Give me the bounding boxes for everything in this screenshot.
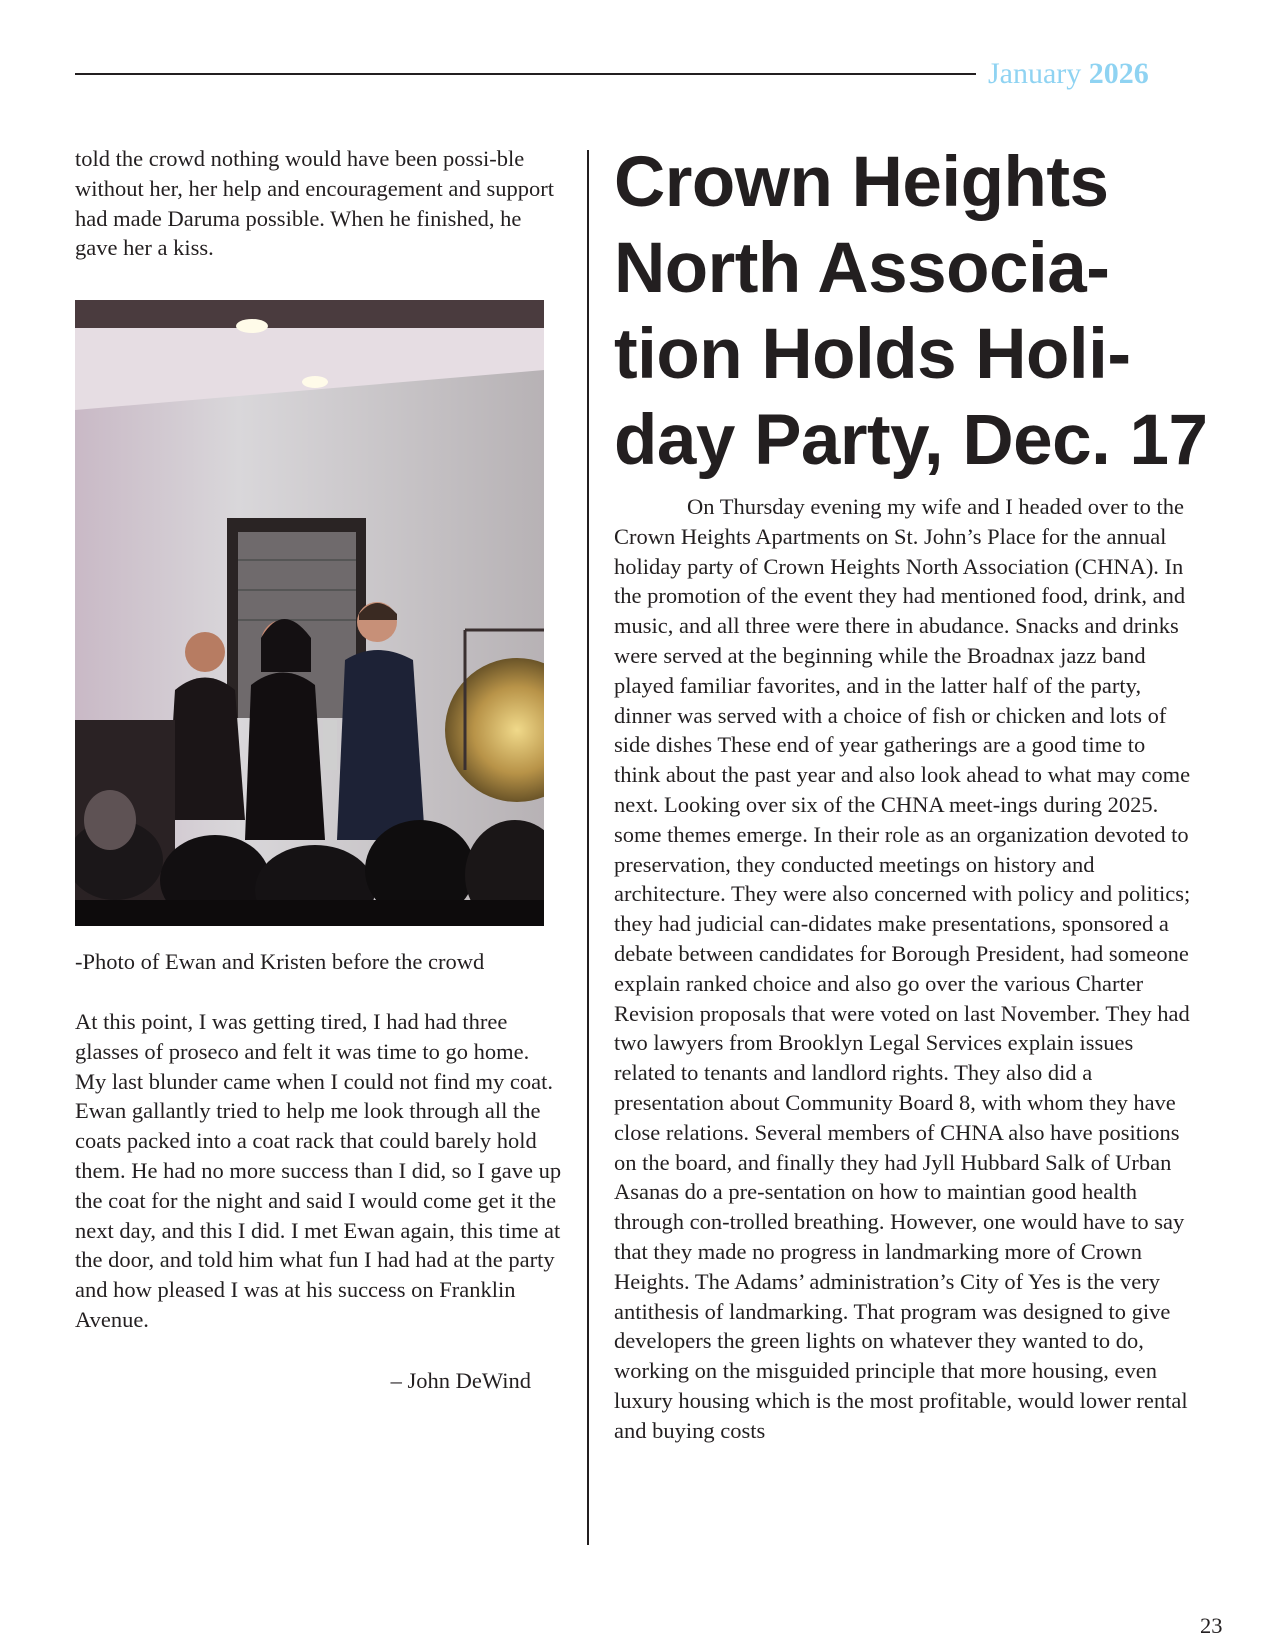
photo-caption: -Photo of Ewan and Kristen before the crowd (75, 949, 485, 974)
party-photo-illustration (75, 300, 544, 926)
issue-month: January (988, 57, 1082, 90)
page-number: 23 (1200, 1613, 1223, 1638)
left-column (75, 144, 565, 263)
article-headline: Crown Heights North Associa-tion Holds Holi-day Party, Dec. 17 (614, 143, 1208, 480)
header-rule (75, 73, 976, 75)
continued-article-text: told the crowd nothing would have been possi-ble without her, her help and encouragement and support had made Daruma possible. When he finished, he gave her a kiss. (75, 146, 554, 261)
column-divider (587, 150, 589, 1545)
author-signature: – John DeWind (390, 1368, 531, 1393)
issue-date (988, 56, 1149, 92)
closing-text: At this point, I was getting tired, I had had three glasses of proseco and felt it was time to go home. My last blunder came when I could not find my coat. Ewan gallantly tried to help me look through all the coats packed into a coat rack that could barely hold them. He had no more success than I did, so I gave up the coat for the night and said I would come get it the next day, and this I did. I met Ewan again, this time at the door, and told him what fun I had had at the party and how pleased I was at his success on Franklin Avenue. (75, 1009, 562, 1332)
article-body: On Thursday evening my wife and I headed over to the Crown Heights Apartments on St. John’s Place for the annual holiday party of Crown Heights North Association (CHNA). In the promotion of the event they had mentioned food, drink, and music, and all three were there in abudance. Snacks and drinks were served at the beginning while the Broadnax jazz band played familiar favorites, and in the latter half of the party, dinner was served with a choice of fish or chicken and lots of side dishes These end of year gatherings are a good time to think about the past year and also look ahead to what may come next. Looking over six of the CHNA meet-ings during 2025. some themes emerge. In their role as an organization devoted to preservation, they conducted meetings on history and architecture. They were also concerned with policy and politics; they had judicial can-didates make presentations, sponsored a debate between candidates for Borough President, had someone explain ranked choice and also go over the various Charter Revision proposals that were voted on last November. They had two lawyers from Brooklyn Legal Services explain issues related to tenants and landlord rights. They also did a presentation about Community Board 8, with whom they have close relations. Several members of CHNA also have positions on the board, and finally they had Jyll Hubbard Salk of Urban Asanas do a pre-sentation on how to maintian good health through con-trolled breathing. However, one would have to say that they made no progress in landmarking more of Crown Heights. The Adams’ administration’s City of Yes is the very antithesis of landmarking. That program was designed to give developers the green lights on whatever they wanted to do, working on the misguided principle that more housing, even luxury housing which is the most profitable, would lower rental and buying costs (614, 494, 1191, 1443)
party-photo (75, 300, 544, 926)
issue-year: 2026 (1088, 57, 1149, 90)
